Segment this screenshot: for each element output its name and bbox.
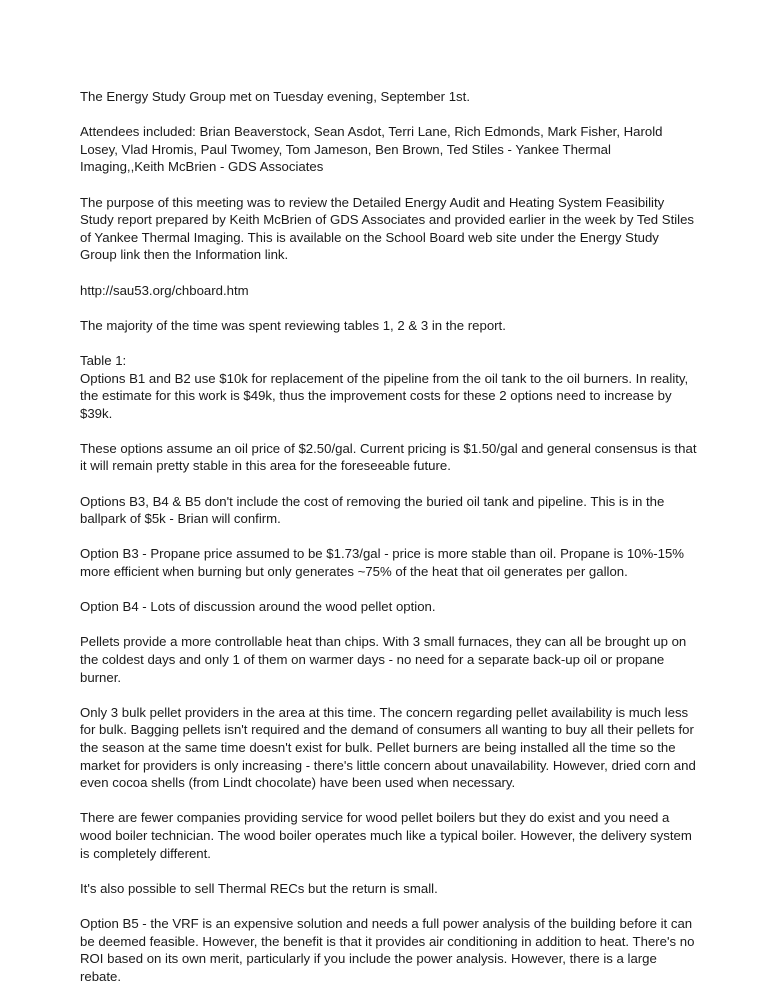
pellet-providers-paragraph: Only 3 bulk pellet providers in the area at this time. The concern regarding pellet availability is much less for bulk. Bagging pellets isn't required and the demand of consumers all wanting to buy all their pellets for the season at the same time doesn't exist for bulk. Pellet burners are being installed all the time so the market for providers is only increasing - there's little concern about unavailability. However, dried corn and even cocoa shells (from Lindt chocolate) have been used when necessary. — [80, 704, 696, 791]
pellets-heat-paragraph: Pellets provide a more controllable heat than chips. With 3 small furnaces, they can all be brought up on the coldest days and only 1 of them on warmer days - no need for a separate back-up oil or propane burner. — [80, 634, 687, 685]
document-body — [80, 88, 698, 1003]
review-summary: The majority of the time was spent reviewing tables 1, 2 & 3 in the report. — [80, 317, 506, 333]
option-b3-paragraph: Option B3 - Propane price assumed to be $1.73/gal - price is more stable than oil. Propane is 10%-15% more efficient when burning but only generates ~75% of the heat that oil generates per gallon. — [80, 546, 685, 580]
option-b4-paragraph: Option B4 - Lots of discussion around the wood pellet option. — [80, 599, 436, 615]
meeting-intro: The Energy Study Group met on Tuesday evening, September 1st. — [80, 89, 470, 104]
options-b1-b2-paragraph: Options B1 and B2 use $10k for replacement of the pipeline from the oil tank to the oil burners. In reality, the estimate for this work is $49k, thus the improvement costs for these 2 options need to increase by $39k. — [80, 370, 689, 421]
attendees-paragraph: Attendees included: Brian Beaverstock, Sean Asdot, Terri Lane, Rich Edmonds, Mark Fisher, Harold Losey, Vlad Hromis, Paul Twomey, Tom Jameson, Ben Brown, Ted Stiles - Yankee Thermal Imaging,,Keith McBrien - GDS Associates — [80, 124, 663, 175]
pellet-service-paragraph: There are fewer companies providing service for wood pellet boilers but they do exist and you need a wood boiler technician. The wood boiler operates much like a typical boiler. However, the delivery system is completely different. — [80, 810, 692, 861]
option-b5-paragraph: Option B5 - the VRF is an expensive solution and needs a full power analysis of the building before it can be deemed feasible. However, the benefit is that it provides air conditioning in addition to heat. There's no ROI based on its own merit, particularly if you include the power analysis. However, there is a large rebate. — [80, 915, 695, 984]
table-1-heading: Table 1: — [80, 352, 127, 368]
board-url: http://sau53.org/chboard.htm — [80, 282, 249, 298]
oil-price-paragraph: These options assume an oil price of $2.50/gal. Current pricing is $1.50/gal and general consensus is that it will remain pretty stable in this area for the foreseeable future. — [80, 440, 697, 474]
purpose-paragraph: The purpose of this meeting was to review the Detailed Energy Audit and Heating System Feasibility Study report prepared by Keith McBrien of GDS Associates and provided earlier in the week by Ted Stiles of Yankee Thermal Imaging. This is available on the School Board web site under the Energy Study Group link then the Information link. — [80, 194, 695, 263]
options-b3-b5-paragraph: Options B3, B4 & B5 don't include the cost of removing the buried oil tank and pipeline. This is in the ballpark of $5k - Brian will confirm. — [80, 493, 665, 527]
thermal-recs-paragraph: It's also possible to sell Thermal RECs but the return is small. — [80, 880, 438, 896]
